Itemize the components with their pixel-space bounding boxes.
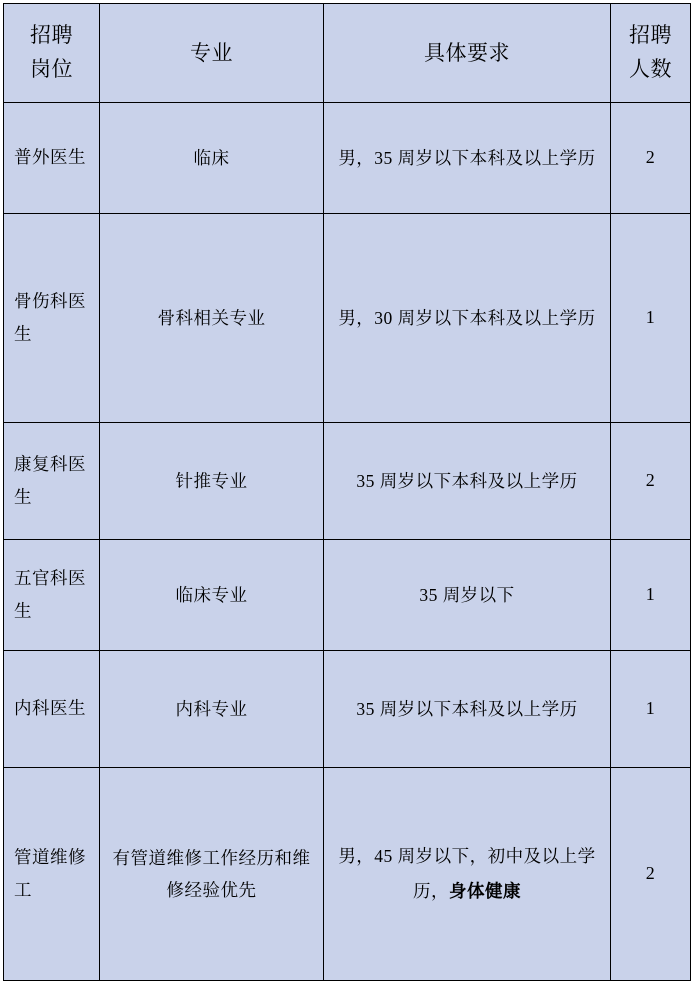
cell-requirement: 男，35 周岁以下本科及以上学历 [324,103,611,214]
table-row [4,540,691,651]
table-row [4,423,691,540]
cell-major: 有管道维修工作经历和维修经验优先 [100,768,324,981]
cell-post: 内科医生 [4,651,100,768]
table-row [4,103,691,214]
cell-post: 康复科医生 [4,423,100,540]
table-row [4,214,691,423]
cell-requirement: 35 周岁以下本科及以上学历 [324,651,611,768]
column-header-count-line2: 人数 [629,57,672,81]
column-header-count [611,4,691,103]
cell-count: 1 [611,540,691,651]
cell-requirement: 35 周岁以下本科及以上学历 [324,423,611,540]
column-header-post-line2: 岗位 [30,57,73,81]
cell-count: 1 [611,214,691,423]
cell-major: 针推专业 [100,423,324,540]
cell-requirement-text: 男，45 周岁以下，初中及以上学历， [338,846,596,901]
table-header [4,4,691,103]
column-header-requirement: 具体要求 [324,4,611,103]
cell-count: 2 [611,768,691,981]
recruitment-table [3,3,691,981]
cell-post: 五官科医生 [4,540,100,651]
cell-post: 骨伤科医生 [4,214,100,423]
cell-major: 临床 [100,103,324,214]
cell-major: 骨科相关专业 [100,214,324,423]
cell-post: 普外医生 [4,103,100,214]
cell-count: 2 [611,423,691,540]
column-header-count-line1: 招聘 [629,23,672,48]
cell-count: 1 [611,651,691,768]
cell-requirement: 35 周岁以下 [324,540,611,651]
table-body [4,103,691,981]
cell-requirement [324,768,611,981]
cell-requirement: 男，30 周岁以下本科及以上学历 [324,214,611,423]
column-header-post [4,4,100,103]
cell-major: 临床专业 [100,540,324,651]
column-header-major: 专业 [100,4,324,103]
cell-count: 2 [611,103,691,214]
header-row [4,4,691,103]
table-row [4,768,691,981]
cell-major: 内科专业 [100,651,324,768]
column-header-post-line1: 招聘 [30,23,73,48]
cell-requirement-emphasis: 身体健康 [449,881,521,901]
table-row [4,651,691,768]
cell-post: 管道维修工 [4,768,100,981]
